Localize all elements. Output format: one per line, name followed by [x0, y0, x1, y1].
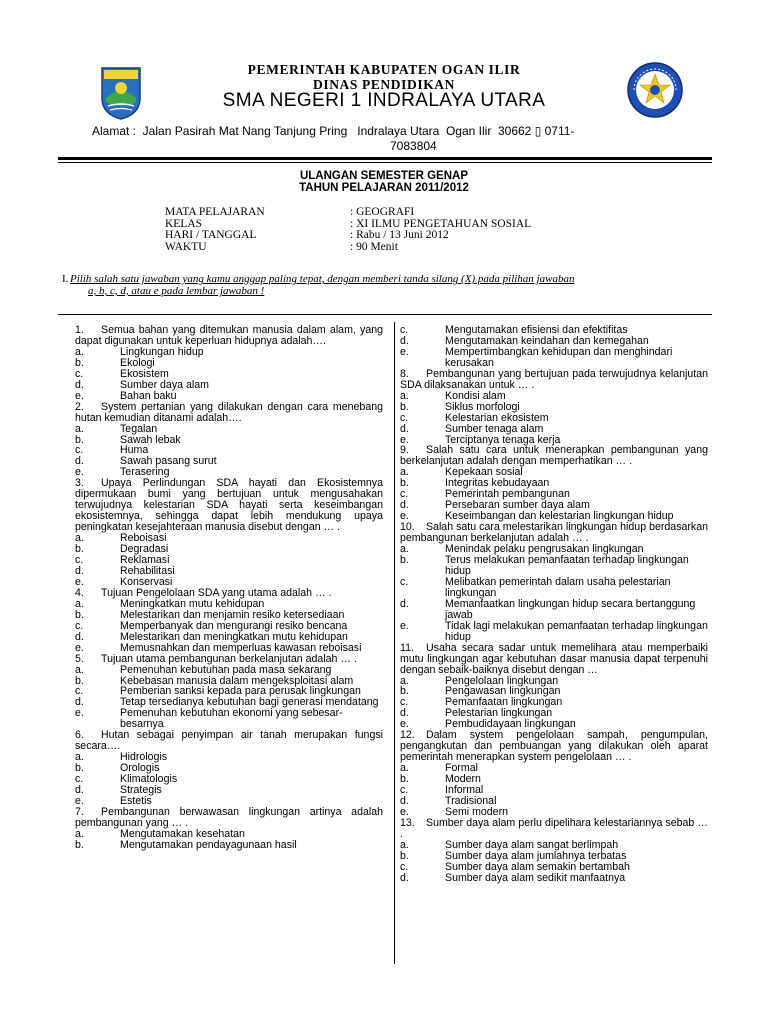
- question-number: 9.: [400, 444, 409, 457]
- option-letter: c.: [400, 860, 409, 873]
- question-text: Salah satu cara untuk menerapkan pembangunan yang berkelanjutan adalah dengan memperhatikan … .: [400, 444, 708, 468]
- question-text: Pembangunan berwawasan lingkungan artinya adalah pembangunan yang … .: [75, 805, 383, 829]
- question-stem: [400, 730, 708, 763]
- answer-option[interactable]: [400, 347, 708, 369]
- question-q11: [400, 643, 708, 731]
- question-number: 11.: [400, 641, 414, 654]
- option-letter: c.: [75, 444, 84, 457]
- option-text: Sumber daya alam: [120, 378, 209, 391]
- question-text: Usaha secara sadar untuk memelihara atau memperbaiki mutu lingkungan agar kebutuhan dasar manusia dapat terpenuhi dengan sebaik-baiknya disebut dengan …: [400, 641, 708, 676]
- question-number: 3.: [75, 477, 84, 490]
- option-letter: a.: [400, 466, 409, 479]
- question-q3: [75, 478, 383, 588]
- option-letter: a.: [75, 663, 84, 676]
- answer-option[interactable]: [400, 402, 708, 413]
- exam-title: ULANGAN SEMESTER GENAP: [299, 170, 469, 182]
- option-letter: b.: [400, 685, 409, 698]
- option-letter: b.: [75, 762, 84, 775]
- option-text: Terus melakukan pemanfaatan terhadap lingkungan hidup: [445, 554, 689, 577]
- option-text: Hidrologis: [120, 751, 168, 764]
- option-letter: a.: [400, 389, 409, 402]
- option-text: Informal: [445, 784, 484, 797]
- option-letter: a.: [75, 827, 84, 840]
- instruction-line-1: Pilih salah satu jawaban yang kamu anggap paling tepat, dengan memberi tanda silang (X) pada pilihan jawaban: [70, 273, 575, 285]
- option-text: Strategis: [120, 784, 162, 797]
- option-letter: d.: [75, 784, 84, 797]
- option-letter: b.: [400, 773, 409, 786]
- option-letter: b.: [75, 356, 84, 369]
- question-number: 4.: [75, 586, 84, 599]
- tut-wuri-handayani-logo-icon: [626, 61, 684, 119]
- option-text: Mengutamakan efisiensi dan efektifitas: [445, 324, 628, 336]
- meta-key: MATA PELAJARAN: [165, 206, 265, 218]
- option-letter: b.: [400, 554, 409, 567]
- option-text: Rehabilitasi: [120, 564, 175, 577]
- question-q6: [75, 730, 383, 807]
- answer-option[interactable]: [400, 577, 708, 599]
- school-name: SMA NEGERI 1 INDRALAYA UTARA: [222, 90, 546, 111]
- option-text: Ekologi: [120, 356, 155, 369]
- option-text: Pelestarian lingkungan: [445, 707, 553, 720]
- question-q8: [400, 369, 708, 446]
- option-letter: b.: [400, 849, 409, 862]
- option-text: Melestarikan dan meningkatkan mutu kehidupan: [120, 630, 348, 643]
- option-text: Persebaran sumber daya alam: [445, 499, 590, 512]
- answer-option[interactable]: [75, 708, 383, 730]
- option-text: Lingkungan hidup: [120, 345, 204, 358]
- meta-row-time: [165, 242, 531, 254]
- answer-option[interactable]: [400, 555, 708, 577]
- option-letter: a.: [75, 597, 84, 610]
- exam-meta: [165, 207, 531, 253]
- option-letter: e.: [400, 619, 409, 632]
- answer-option[interactable]: [75, 424, 383, 435]
- question-text: Hutan sebagai penyimpan air tanah merupakan fungsi secara….: [75, 729, 383, 753]
- option-text: Menindak pelaku pengrusakan lingkungan: [445, 543, 644, 556]
- option-letter: e.: [75, 641, 84, 654]
- meta-value: : 90 Menit: [350, 240, 398, 253]
- option-letter: e.: [75, 466, 84, 479]
- option-letter: d.: [75, 455, 84, 468]
- option-text: Tidak lagi melakukan pemanfaatan terhadap lingkungan hidup: [445, 619, 708, 643]
- question-q9: [400, 445, 708, 522]
- option-letter: a.: [75, 532, 84, 545]
- option-letter: d.: [75, 564, 84, 577]
- option-text: Tetap tersedianya kebutuhan bagi generasi mendatang: [120, 696, 379, 709]
- option-letter: c.: [400, 324, 409, 336]
- meta-key: KELAS: [165, 217, 203, 230]
- question-stem: [75, 325, 383, 347]
- meta-key: HARI / TANGGAL: [165, 229, 257, 241]
- option-text: Sawah lebak: [120, 433, 181, 446]
- option-text: Mengutamakan pendayagunaan hasil: [120, 838, 297, 851]
- option-letter: d.: [75, 630, 84, 643]
- question-stem: [400, 818, 708, 840]
- option-letter: b.: [75, 433, 84, 446]
- option-letter: c.: [75, 367, 84, 380]
- option-text: Klimatologis: [120, 773, 178, 786]
- option-text: Memperbanyak dan mengurangi resiko bencana: [120, 619, 348, 632]
- option-letter: d.: [400, 499, 409, 512]
- meta-value: : GEOGRAFI: [350, 206, 415, 218]
- question-stem: [75, 478, 383, 533]
- option-text: Pengelolaan lingkungan: [445, 674, 559, 687]
- question-text: Sumber daya alam perlu dipelihara kelestariannya sebab … .: [400, 816, 708, 840]
- option-text: Siklus morfologi: [445, 400, 520, 413]
- answer-option[interactable]: [400, 413, 708, 424]
- column-divider: [394, 322, 395, 964]
- question-text: Tujuan Pengelolaan SDA yang utama adalah … .: [101, 586, 332, 599]
- option-letter: e.: [400, 805, 409, 818]
- option-letter: a.: [400, 543, 409, 556]
- option-letter: c.: [75, 685, 84, 698]
- question-stem: [400, 369, 708, 391]
- option-text: Reboisasi: [120, 532, 167, 545]
- option-text: Ekosistem: [120, 367, 169, 380]
- question-stem: [75, 730, 383, 752]
- answer-option[interactable]: [400, 424, 708, 435]
- option-text: Pemerintah pembangunan: [445, 488, 570, 501]
- answer-option[interactable]: [400, 621, 708, 643]
- question-q5: [75, 654, 383, 731]
- option-text: Terasering: [120, 466, 170, 479]
- option-text: Memusnahkan dan memperluas kawasan reboisasi: [120, 641, 362, 654]
- option-letter: b.: [75, 838, 84, 851]
- option-text: Mempertimbangkan kehidupan dan menghindari kerusakan: [445, 345, 673, 369]
- meta-key: WAKTU: [165, 240, 207, 253]
- option-text: Kelestarian ekosistem: [445, 411, 549, 424]
- option-letter: a.: [75, 422, 84, 435]
- option-text: Memanfaatkan lingkungan hidup secara bertanggung jawab: [445, 597, 696, 621]
- option-text: Integritas kebudayaan: [445, 477, 550, 490]
- option-letter: d.: [400, 707, 409, 720]
- option-letter: c.: [400, 488, 409, 501]
- option-text: Kondisi alam: [445, 389, 506, 402]
- question-q13: [400, 818, 708, 884]
- question-q10: [400, 522, 708, 642]
- meta-row-subject: [165, 207, 531, 219]
- option-text: Sumber daya alam jumlahnya terbatas: [445, 849, 627, 862]
- option-text: Semi modern: [445, 805, 508, 818]
- government-title: PEMERINTAH KABUPATEN OGAN ILIR: [247, 62, 521, 77]
- meta-value: : XI ILMU PENGETAHUAN SOSIAL: [350, 217, 532, 230]
- option-letter: c.: [75, 773, 84, 786]
- question-stem: [75, 654, 383, 665]
- answer-option[interactable]: [75, 665, 383, 676]
- department-title: DINAS PENDIDIKAN: [313, 77, 455, 92]
- option-text: Orologis: [120, 762, 160, 775]
- option-letter: b.: [400, 400, 409, 413]
- option-letter: d.: [400, 422, 409, 435]
- header-rule: [58, 157, 712, 160]
- option-text: Huma: [120, 444, 149, 457]
- option-letter: c.: [400, 784, 409, 797]
- exam-year: TAHUN PELAJARAN 2011/2012: [299, 182, 469, 194]
- question-text: Tujuan utama pembangunan berkelanjutan adalah … .: [101, 652, 357, 665]
- option-letter: b.: [75, 608, 84, 621]
- instruction-number: I.: [62, 273, 69, 285]
- question-q4: [75, 588, 383, 654]
- option-letter: a.: [75, 751, 84, 764]
- option-letter: e.: [400, 510, 409, 523]
- option-letter: d.: [400, 334, 409, 347]
- question-number: 10.: [400, 521, 415, 534]
- option-letter: c.: [400, 411, 409, 424]
- question-number: 5.: [75, 652, 84, 665]
- option-text: Terciptanya tenaga kerja: [445, 433, 561, 446]
- option-letter: a.: [400, 674, 409, 687]
- answer-option[interactable]: [400, 862, 708, 873]
- option-text: Sumber daya alam sangat berlimpah: [445, 838, 619, 851]
- option-letter: e.: [75, 389, 84, 402]
- option-letter: c.: [400, 696, 409, 709]
- option-text: Modern: [445, 773, 481, 786]
- question-q7: [75, 807, 383, 851]
- option-text: Sumber daya alam sedikit manfaatnya: [445, 871, 626, 884]
- option-letter: d.: [75, 696, 84, 709]
- option-letter: e.: [75, 575, 84, 588]
- answer-option[interactable]: [400, 873, 708, 884]
- option-text: Kebebasan manusia dalam mengeksploitasi alam: [120, 674, 354, 687]
- option-text: Pengawasan lingkungan: [445, 685, 561, 698]
- question-text: Dalam system pengelolaan sampah, pengumpulan, pengangkutan dan pembuangan yang dilakukan oleh aparat pemerintah menerapkan system pengelolaan … .: [400, 729, 708, 764]
- option-letter: a.: [400, 762, 409, 775]
- option-text: Sumber tenaga alam: [445, 422, 544, 435]
- option-text: Pemenuhan kebutuhan ekonomi yang sebesar-besarnya: [120, 707, 343, 731]
- option-letter: d.: [75, 378, 84, 391]
- option-text: Melibatkan pemerintah dalam usaha pelestarian lingkungan: [445, 575, 671, 599]
- option-text: Pemenuhan kebutuhan pada masa sekarang: [120, 663, 332, 676]
- question-text: System pertanian yang dilakukan dengan cara menebang hutan kemudian ditanami adalah….: [75, 400, 383, 424]
- question-q7-continued: [400, 325, 708, 369]
- option-text: Tegalan: [120, 422, 158, 435]
- option-text: Kepekaan sosial: [445, 466, 523, 479]
- question-text: Semua bahan yang ditemukan manusia dalam alam, yang dapat digunakan untuk keperluan hidupnya adalah….: [75, 324, 383, 347]
- letterhead: [0, 0, 768, 170]
- option-letter: a.: [75, 345, 84, 358]
- answer-option[interactable]: [400, 599, 708, 621]
- question-q12: [400, 730, 708, 818]
- option-letter: d.: [400, 871, 409, 884]
- answer-option[interactable]: [75, 840, 383, 851]
- meta-value: : Rabu / 13 Juni 2012: [350, 229, 449, 241]
- option-text: Bahan baku: [120, 389, 177, 402]
- option-text: Meningkatkan mutu kehidupan: [120, 597, 265, 610]
- option-text: Tradisional: [445, 794, 497, 807]
- option-text: Pemberian sanksi kepada para perusak lingkungan: [120, 685, 361, 698]
- question-number: 12.: [400, 729, 415, 742]
- option-letter: c.: [400, 575, 409, 588]
- option-text: Melestarikan dan menjamin resiko ketersediaan: [120, 608, 345, 621]
- option-letter: e.: [400, 345, 409, 358]
- question-stem: [400, 522, 708, 544]
- option-letter: d.: [400, 597, 409, 610]
- question-number: 8.: [400, 367, 409, 380]
- option-text: Konservasi: [120, 575, 173, 588]
- school-address: Alamat : Jalan Pasirah Mat Nang Tanjung Pring Indralaya Utara Ogan Ilir 30662 ▯ 0711-: [92, 124, 575, 138]
- school-address-phone: 7083804: [390, 139, 437, 153]
- option-letter: b.: [75, 674, 84, 687]
- option-text: Pembudidayaan lingkungan: [445, 718, 576, 731]
- option-letter: b.: [75, 543, 84, 556]
- option-text: Mengutamakan keindahan dan kemegahan: [445, 334, 649, 347]
- option-letter: e.: [400, 718, 409, 731]
- question-number: 13.: [400, 816, 415, 829]
- option-letter: e.: [75, 794, 84, 807]
- header-rule-thin: [58, 162, 712, 163]
- option-text: Formal: [445, 762, 478, 775]
- instruction-line-2: a, b, c, d, atau e pada lembar jawaban !: [88, 285, 265, 297]
- questions-left-column: [75, 325, 383, 851]
- question-number: 6.: [75, 729, 84, 742]
- option-letter: b.: [400, 477, 409, 490]
- option-text: Degradasi: [120, 543, 169, 556]
- question-number: 1.: [75, 324, 84, 336]
- question-stem: [75, 402, 383, 424]
- option-letter: e.: [75, 707, 84, 720]
- meta-row-date: [165, 230, 531, 242]
- option-letter: c.: [75, 554, 84, 567]
- answer-option[interactable]: [75, 632, 383, 643]
- option-text: Mengutamakan kesehatan: [120, 827, 245, 840]
- option-text: Pemanfaatan lingkungan: [445, 696, 563, 709]
- option-text: Reklamasi: [120, 554, 170, 567]
- question-text: Salah satu cara melestarikan lingkungan hidup berdasarkan pembangunan berkelanjutan adalah … .: [400, 521, 708, 545]
- question-q2: [75, 402, 383, 479]
- option-text: Estetis: [120, 794, 152, 807]
- question-stem: [400, 445, 708, 467]
- option-letter: d.: [400, 794, 409, 807]
- question-stem: [75, 807, 383, 829]
- option-letter: a.: [400, 838, 409, 851]
- question-text: Pembangunan yang bertujuan pada terwujudnya kelanjutan SDA dilaksanakan untuk … .: [400, 367, 708, 391]
- question-stem: [400, 643, 708, 676]
- section-rule: [58, 314, 712, 315]
- question-number: 2.: [75, 400, 84, 413]
- question-text: Upaya Perlindungan SDA hayati dan Ekosistemnya dipermukaan bumi yang bertujuan untuk mengusahakan terwujudnya kelestarian SDA hayati serta keseimbangan ekosistemnya, sehingga dapat lebih mendukung upaya peningkatan kesejahteraan manusia disebut dengan … .: [75, 477, 383, 534]
- option-text: Keseimbangan dan kelestarian lingkungan hidup: [445, 510, 674, 523]
- option-letter: c.: [75, 619, 84, 632]
- option-text: Sumber daya alam semakin bertambah: [445, 860, 630, 873]
- option-letter: e.: [400, 433, 409, 446]
- question-q1: [75, 325, 383, 402]
- instructions: [62, 273, 702, 297]
- question-number: 7.: [75, 805, 84, 818]
- questions-right-column: [400, 325, 708, 884]
- option-text: Sawah pasang surut: [120, 455, 217, 468]
